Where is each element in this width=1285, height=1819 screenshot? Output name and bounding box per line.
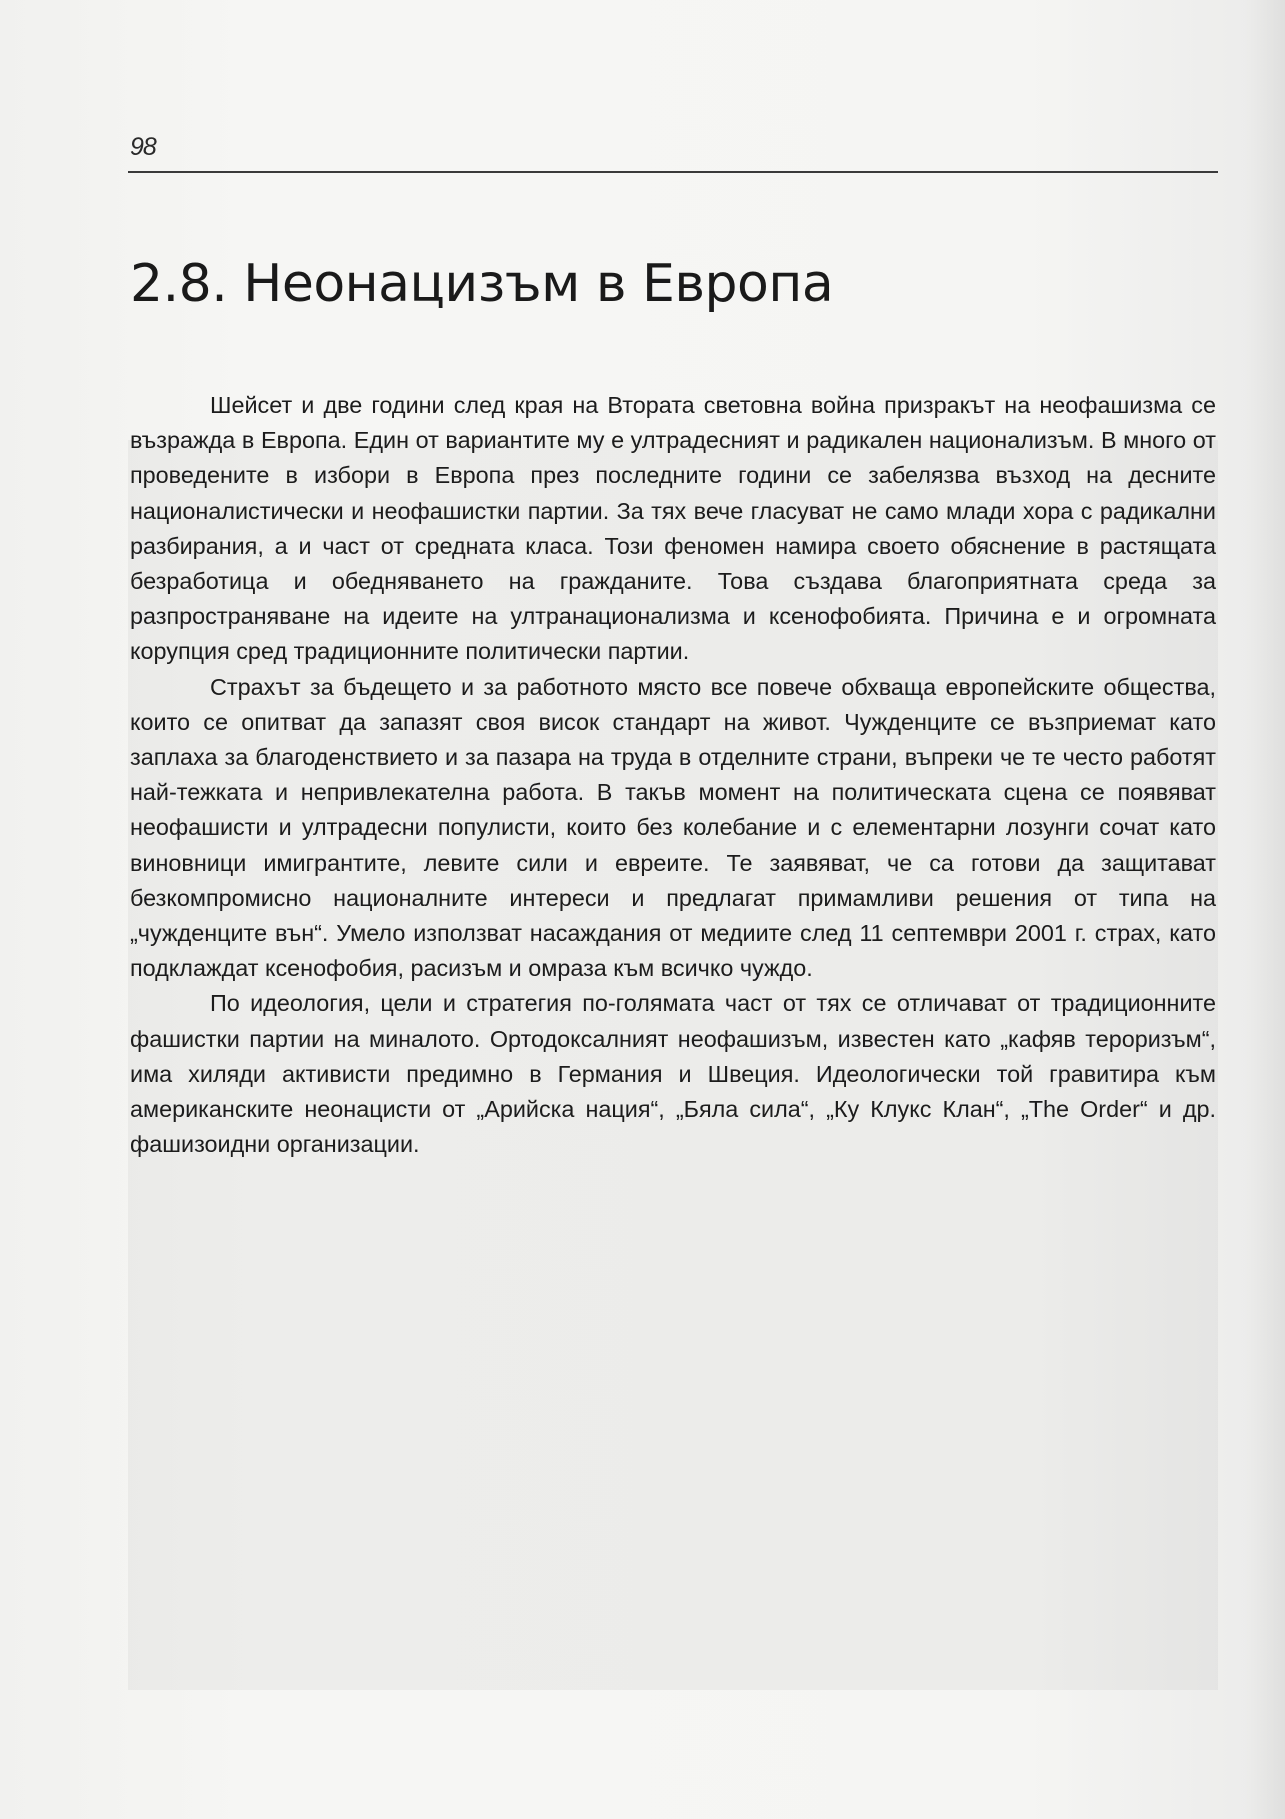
page-number: 98	[130, 133, 156, 161]
header-rule	[128, 171, 1218, 173]
paragraph: Страхът за бъдещето и за работното място все повече обхваща европейските общества, които се опитват да запазят своя висок стандарт на живот. Чужденците се възприемат като заплаха за благоденствието и за пазара на труда в отделните страни, въпреки че те често работят най-тежката и непривлекателна работа. В такъв момент на политическата сцена се появяват неофашисти и ултрадесни популисти, които без колебание и с елементарни лозунги сочат като виновници имигрантите, левите сили и евреите. Те заявяват, че са готови да защитават безкомпромисно националните интереси и предлагат примамливи решения от типа на „чужденците вън“. Умело използват насаждания от медиите след 11 септември 2001 г. страх, като подклаждат ксенофобия, расизъм и омраза към всичко чуждо.	[130, 673, 1216, 982]
page-edge-shadow	[1245, 0, 1285, 1819]
paragraph: По идеология, цели и стратегия по-голямата част от тях се отличават от традиционните фашистки партии на миналото. Ортодоксалният неофашизъм, известен като „кафяв тероризъм“, има хиляди активисти предимно в Германия и Швеция. Идеологически той гравитира към американските неонацисти от „Арийска нация“, „Бяла сила“, „Ку Клукс Клан“, „The Order“ и др. фашизоидни организации.	[130, 990, 1216, 1158]
section-title: 2.8. Неонацизъм в Европа	[130, 254, 834, 314]
paragraph: Шейсет и две години след края на Втората световна война призракът на неофашизма се възражда в Европа. Един от вариантите му е ултрадесният и радикален национализъм. В много от проведените в избори в Европа през последните години се забелязва възход на десните националистически и неофашистки партии. За тях вече гласуват не само млади хора с радикални разбирания, а и част от средната класа. Този феномен намира своето обяснение в растящата безработица и обедняването на гражданите. Това създава благоприятната среда за разпространяване на идеите на ултранационализма и ксенофобията. Причина е и огромната корупция сред традиционните политически партии.	[130, 392, 1216, 665]
body-text	[130, 388, 1216, 1162]
